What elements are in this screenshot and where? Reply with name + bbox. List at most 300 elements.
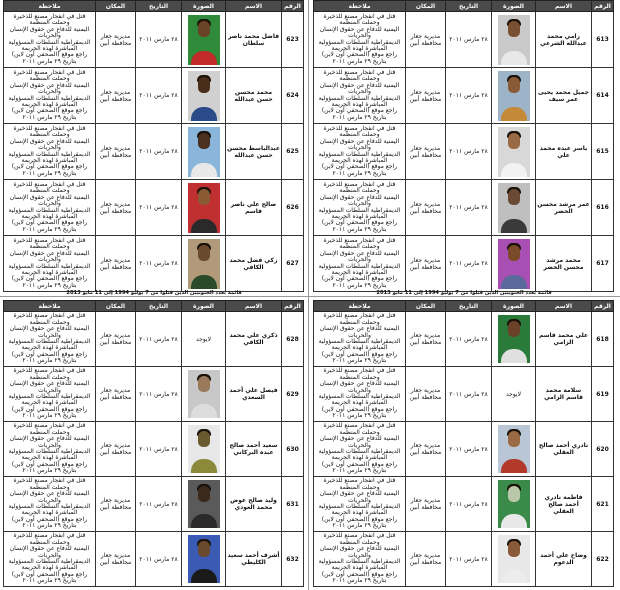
note-line: قتل في انفجار مصنع للذخيرة وحملت المنظمة (13, 312, 86, 326)
place-cell: مديرية جعار محافظة أبين (406, 236, 446, 292)
note-cell (314, 532, 406, 587)
header-date: التاريخ (446, 301, 492, 312)
person-name: صالح علي ناصر قاسم (226, 180, 282, 236)
date-cell: ٢٨ مارس ٢٠١١ (136, 312, 182, 367)
place-cell: مديرية جعار محافظة أبين (406, 532, 446, 587)
row-number: 631 (282, 477, 304, 532)
photo-cell (492, 477, 536, 532)
note-cell (314, 180, 406, 236)
place-cell: مديرية جعار محافظة أبين (96, 236, 136, 292)
table-header-row (4, 301, 304, 312)
photo-cell (182, 312, 226, 367)
note-line: اليمنية للدفاع عن حقوق الإنسان والحريات (319, 81, 400, 96)
person-name: وضاح علي أحمد الدعوم (536, 532, 592, 587)
note-line: الديمقراطية السلطات المسؤولية المباشرة لهذه الجريمة (8, 94, 91, 108)
note-cell (4, 532, 96, 587)
header-date: التاريخ (136, 301, 182, 312)
photo-cell (182, 12, 226, 68)
table-row (4, 367, 304, 422)
photo-cell (182, 477, 226, 532)
note-line: الديمقراطية السلطات المسؤولية المباشرة لهذه الجريمة (318, 448, 401, 462)
place-cell: مديرية جعار محافظة أبين (96, 68, 136, 124)
portrait-photo (188, 480, 220, 528)
note-line: بتاريخ ٢٩ مارس ٢٠١١ (22, 467, 77, 475)
note-line: بتاريخ ٢٩ مارس ٢٠١١ (332, 577, 387, 585)
person-name: رامي محمد عبدالله الشرعي (536, 12, 592, 68)
person-name: نادري أحمد صالح العقلي (536, 422, 592, 477)
portrait-photo (188, 15, 220, 65)
casualty-table (3, 300, 304, 587)
note-line: الديمقراطية السلطات المسؤولية المباشرة لهذه الجريمة (318, 262, 401, 276)
photo-cell (182, 236, 226, 292)
date-cell: ٢٨ مارس ٢٠١١ (136, 180, 182, 236)
note-cell (314, 367, 406, 422)
date-cell: ٢٨ مارس ٢٠١١ (136, 12, 182, 68)
casualty-table (313, 0, 614, 292)
note-cell (4, 68, 96, 124)
date-cell: ٢٨ مارس ٢٠١١ (136, 367, 182, 422)
note-line: بتاريخ ٢٩ مارس ٢٠١١ (22, 412, 77, 420)
portrait-photo (188, 71, 220, 121)
table-bottom-right (314, 300, 614, 586)
note-line: قتل في انفجار مصنع للذخيرة وحملت المنظمة (323, 477, 396, 491)
header-photo: الصورة (182, 1, 226, 12)
photo-cell (492, 12, 536, 68)
note-line: قتل في انفجار مصنع للذخيرة وحملت المنظمة (13, 124, 86, 139)
place-cell: مديرية جعار محافظة أبين (406, 12, 446, 68)
row-number: 625 (282, 124, 304, 180)
person-name: علي محمد قاسم الزامي (536, 312, 592, 367)
person-name: محمد محسن حسن عبدالله (226, 68, 282, 124)
person-name: سلامة محمد قاسم الزامي (536, 367, 592, 422)
note-cell (4, 367, 96, 422)
note-line: راجع موقع (الصحفي أون لاين) (11, 219, 88, 227)
place-cell: مديرية جعار محافظة أبين (406, 367, 446, 422)
table-row (314, 532, 614, 587)
header-name: الاسم (226, 301, 282, 312)
note-line: قتل في انفجار مصنع للذخيرة وحملت المنظمة (13, 367, 86, 381)
note-line: قتل في انفجار مصنع للذخيرة وحملت المنظمة (323, 367, 396, 381)
person-name: عبدالباسط محسن حسن عبدالله (226, 124, 282, 180)
note-line: الديمقراطية السلطات المسؤولية المباشرة لهذه الجريمة (318, 94, 401, 108)
table-row (314, 12, 614, 68)
header-photo: الصورة (492, 301, 536, 312)
person-name: فاطمة نادري أحمد صالح العقلي (536, 477, 592, 532)
page-divider-vertical (308, 0, 309, 590)
portrait-photo (188, 370, 220, 418)
note-line: بتاريخ ٢٩ مارس ٢٠١١ (22, 577, 77, 585)
header-name: الاسم (536, 1, 592, 12)
row-number: 629 (282, 367, 304, 422)
note-line: اليمنية للدفاع عن حقوق الإنسان والحريات (319, 380, 400, 394)
place-cell: مديرية جعار محافظة أبين (96, 312, 136, 367)
note-line: بتاريخ ٢٩ مارس ٢٠١١ (332, 113, 387, 121)
note-line: بتاريخ ٢٩ مارس ٢٠١١ (332, 357, 387, 365)
header-place: المكان (406, 1, 446, 12)
note-cell (4, 12, 96, 68)
table-row (4, 124, 304, 180)
note-line: اليمنية للدفاع عن حقوق الإنسان والحريات (9, 545, 90, 559)
row-number: 614 (592, 68, 614, 124)
date-cell: ٢٨ مارس ٢٠١١ (446, 367, 492, 422)
caption-left: قائمة بعدد الجنوبيين الذين قتلوا من 7 يوليو 1994 إلى 11 مايو 2013 (66, 290, 242, 296)
header-photo: الصورة (182, 301, 226, 312)
header-note: ملاحظة (4, 1, 96, 12)
note-line: اليمنية للدفاع عن حقوق الإنسان والحريات (319, 435, 400, 449)
casualty-table (313, 300, 614, 587)
note-line: قتل في انفجار مصنع للذخيرة وحملت المنظمة (323, 124, 396, 139)
header-date: التاريخ (446, 1, 492, 12)
note-line: راجع موقع (الصحفي أون لاين) (321, 163, 398, 171)
note-line: الديمقراطية السلطات المسؤولية المباشرة لهذه الجريمة (8, 206, 91, 220)
note-line: الديمقراطية السلطات المسؤولية المباشرة لهذه الجريمة (8, 38, 91, 52)
header-name: الاسم (226, 1, 282, 12)
row-number: 621 (592, 477, 614, 532)
table-row (4, 312, 304, 367)
note-line: راجع موقع (الصحفي أون لاين) (321, 350, 398, 358)
note-line: اليمنية للدفاع عن حقوق الإنسان والحريات (319, 545, 400, 559)
note-line: اليمنية للدفاع عن حقوق الإنسان والحريات (9, 25, 90, 40)
no-photo-text: لايوجد (195, 335, 212, 343)
place-cell: مديرية جعار محافظة أبين (96, 367, 136, 422)
header-date: التاريخ (136, 1, 182, 12)
note-line: الديمقراطية السلطات المسؤولية المباشرة لهذه الجريمة (318, 150, 401, 164)
note-line: الديمقراطية السلطات المسؤولية المباشرة لهذه الجريمة (8, 558, 91, 572)
note-line: قتل في انفجار مصنع للذخيرة وحملت المنظمة (323, 532, 396, 546)
row-number: 624 (282, 68, 304, 124)
note-line: راجع موقع (الصحفي أون لاين) (321, 219, 398, 227)
note-line: راجع موقع (الصحفي أون لاين) (11, 51, 88, 59)
table-row (314, 312, 614, 367)
row-number: 620 (592, 422, 614, 477)
place-cell: مديرية جعار محافظة أبين (96, 124, 136, 180)
portrait-photo (498, 127, 530, 177)
note-line: اليمنية للدفاع عن حقوق الإنسان والحريات (319, 137, 400, 152)
row-number: 617 (592, 236, 614, 292)
note-line: الديمقراطية السلطات المسؤولية المباشرة لهذه الجريمة (318, 206, 401, 220)
header-note: ملاحظة (314, 301, 406, 312)
note-line: راجع موقع (الصحفي أون لاين) (321, 275, 398, 283)
row-number: 622 (592, 532, 614, 587)
header-num: الرقم (282, 301, 304, 312)
table-row (314, 124, 614, 180)
note-line: قتل في انفجار مصنع للذخيرة وحملت المنظمة (13, 236, 86, 251)
header-place: المكان (406, 301, 446, 312)
header-num: الرقم (592, 301, 614, 312)
note-line: راجع موقع (الصحفي أون لاين) (321, 460, 398, 468)
note-cell (314, 12, 406, 68)
note-line: اليمنية للدفاع عن حقوق الإنسان والحريات (9, 380, 90, 394)
person-name: ذكري علي محمد الكافي (226, 312, 282, 367)
table-header-row (314, 1, 614, 12)
note-line: بتاريخ ٢٩ مارس ٢٠١١ (22, 113, 77, 121)
note-line: راجع موقع (الصحفي أون لاين) (321, 570, 398, 578)
note-cell (4, 124, 96, 180)
note-cell (4, 422, 96, 477)
note-line: بتاريخ ٢٩ مارس ٢٠١١ (22, 357, 77, 365)
portrait-photo (498, 71, 530, 121)
portrait-photo (498, 15, 530, 65)
photo-cell (492, 422, 536, 477)
place-cell: مديرية جعار محافظة أبين (96, 180, 136, 236)
page-divider-horizontal (0, 296, 620, 297)
note-line: الديمقراطية السلطات المسؤولية المباشرة لهذه الجريمة (8, 393, 91, 407)
row-number: 623 (282, 12, 304, 68)
table-row (314, 180, 614, 236)
person-name: سعيد أحمد صالح عبده البركاني (226, 422, 282, 477)
row-number: 628 (282, 312, 304, 367)
note-line: بتاريخ ٢٩ مارس ٢٠١١ (22, 169, 77, 177)
note-line: قتل في انفجار مصنع للذخيرة وحملت المنظمة (323, 422, 396, 436)
note-line: الديمقراطية السلطات المسؤولية المباشرة لهذه الجريمة (8, 338, 91, 352)
table-row (4, 180, 304, 236)
note-line: اليمنية للدفاع عن حقوق الإنسان والحريات (9, 81, 90, 96)
header-note: ملاحظة (4, 301, 96, 312)
place-cell: مديرية جعار محافظة أبين (96, 422, 136, 477)
note-cell (4, 477, 96, 532)
photo-cell (492, 124, 536, 180)
table-row (314, 236, 614, 292)
note-line: اليمنية للدفاع عن حقوق الإنسان والحريات (9, 249, 90, 264)
place-cell: مديرية جعار محافظة أبين (96, 532, 136, 587)
note-line: بتاريخ ٢٩ مارس ٢٠١١ (22, 225, 77, 233)
row-number: 632 (282, 532, 304, 587)
note-line: بتاريخ ٢٩ مارس ٢٠١١ (332, 281, 387, 289)
header-num: الرقم (592, 1, 614, 12)
note-line: قتل في انفجار مصنع للذخيرة وحملت المنظمة (323, 12, 396, 27)
portrait-photo (498, 535, 530, 583)
note-line: اليمنية للدفاع عن حقوق الإنسان والحريات (319, 325, 400, 339)
note-line: اليمنية للدفاع عن حقوق الإنسان والحريات (9, 193, 90, 208)
row-number: 619 (592, 367, 614, 422)
header-photo: الصورة (492, 1, 536, 12)
caption-right: قائمة بعدد الجنوبيين الذين قتلوا من 7 يوليو 1994 إلى 11 مايو 2013 (376, 290, 552, 296)
note-line: بتاريخ ٢٩ مارس ٢٠١١ (22, 57, 77, 65)
note-line: بتاريخ ٢٩ مارس ٢٠١١ (332, 522, 387, 530)
note-line: قتل في انفجار مصنع للذخيرة وحملت المنظمة (13, 422, 86, 436)
photo-cell (182, 68, 226, 124)
photo-cell (492, 180, 536, 236)
note-line: بتاريخ ٢٩ مارس ٢٠١١ (22, 281, 77, 289)
table-row (4, 236, 304, 292)
row-number: 616 (592, 180, 614, 236)
note-line: راجع موقع (الصحفي أون لاين) (321, 107, 398, 115)
person-name: فاضل محمد ناصر سلطان (226, 12, 282, 68)
table-row (4, 422, 304, 477)
note-line: قتل في انفجار مصنع للذخيرة وحملت المنظمة (13, 532, 86, 546)
place-cell: مديرية جعار محافظة أبين (406, 180, 446, 236)
note-line: الديمقراطية السلطات المسؤولية المباشرة لهذه الجريمة (8, 448, 91, 462)
table-row (4, 532, 304, 587)
table-bottom-left (4, 300, 304, 586)
row-number: 618 (592, 312, 614, 367)
note-line: الديمقراطية السلطات المسؤولية المباشرة لهذه الجريمة (8, 262, 91, 276)
note-line: بتاريخ ٢٩ مارس ٢٠١١ (332, 467, 387, 475)
table-top-right (314, 0, 614, 290)
person-name: جميل محمد يحيى عمر سيف (536, 68, 592, 124)
photo-cell (492, 68, 536, 124)
note-line: اليمنية للدفاع عن حقوق الإنسان والحريات (9, 435, 90, 449)
place-cell: مديرية جعار محافظة أبين (96, 477, 136, 532)
portrait-photo (498, 239, 530, 289)
note-line: قتل في انفجار مصنع للذخيرة وحملت المنظمة (323, 312, 396, 326)
table-row (314, 422, 614, 477)
note-line: راجع موقع (الصحفي أون لاين) (321, 51, 398, 59)
header-name: الاسم (536, 301, 592, 312)
date-cell: ٢٨ مارس ٢٠١١ (446, 124, 492, 180)
note-line: قتل في انفجار مصنع للذخيرة وحملت المنظمة (323, 180, 396, 195)
header-note: ملاحظة (314, 1, 406, 12)
row-number: 627 (282, 236, 304, 292)
header-place: المكان (96, 301, 136, 312)
note-line: بتاريخ ٢٩ مارس ٢٠١١ (332, 412, 387, 420)
note-cell (314, 124, 406, 180)
date-cell: ٢٨ مارس ٢٠١١ (446, 532, 492, 587)
note-line: بتاريخ ٢٩ مارس ٢٠١١ (332, 169, 387, 177)
note-line: قتل في انفجار مصنع للذخيرة وحملت المنظمة (13, 68, 86, 83)
note-cell (4, 180, 96, 236)
table-row (314, 68, 614, 124)
row-number: 626 (282, 180, 304, 236)
photo-cell (182, 422, 226, 477)
note-line: الديمقراطية السلطات المسؤولية المباشرة لهذه الجريمة (318, 393, 401, 407)
table-row (314, 367, 614, 422)
note-line: اليمنية للدفاع عن حقوق الإنسان والحريات (9, 490, 90, 504)
note-line: اليمنية للدفاع عن حقوق الإنسان والحريات (9, 137, 90, 152)
portrait-photo (498, 425, 530, 473)
person-name: ياسر عبده محمد علي (536, 124, 592, 180)
no-photo-text: لايوجد (505, 390, 522, 398)
portrait-photo (498, 480, 530, 528)
table-row (4, 68, 304, 124)
place-cell: مديرية جعار محافظة أبين (406, 124, 446, 180)
date-cell: ٢٨ مارس ٢٠١١ (136, 68, 182, 124)
table-header-row (314, 301, 614, 312)
note-line: اليمنية للدفاع عن حقوق الإنسان والحريات (319, 490, 400, 504)
note-line: اليمنية للدفاع عن حقوق الإنسان والحريات (319, 193, 400, 208)
note-line: الديمقراطية السلطات المسؤولية المباشرة لهذه الجريمة (318, 558, 401, 572)
header-num: الرقم (282, 1, 304, 12)
date-cell: ٢٨ مارس ٢٠١١ (446, 422, 492, 477)
date-cell: ٢٨ مارس ٢٠١١ (446, 68, 492, 124)
note-line: راجع موقع (الصحفي أون لاين) (11, 107, 88, 115)
note-line: بتاريخ ٢٩ مارس ٢٠١١ (22, 522, 77, 530)
note-line: اليمنية للدفاع عن حقوق الإنسان والحريات (319, 249, 400, 264)
place-cell: مديرية جعار محافظة أبين (406, 422, 446, 477)
note-cell (314, 477, 406, 532)
person-name: عمر مرشد محسن الخضر (536, 180, 592, 236)
place-cell: مديرية جعار محافظة أبين (406, 68, 446, 124)
portrait-photo (188, 425, 220, 473)
date-cell: ٢٨ مارس ٢٠١١ (446, 180, 492, 236)
note-line: راجع موقع (الصحفي أون لاين) (11, 350, 88, 358)
note-line: الديمقراطية السلطات المسؤولية المباشرة لهذه الجريمة (318, 38, 401, 52)
header-place: المكان (96, 1, 136, 12)
table-row (314, 477, 614, 532)
row-number: 613 (592, 12, 614, 68)
note-line: بتاريخ ٢٩ مارس ٢٠١١ (332, 57, 387, 65)
note-line: راجع موقع (الصحفي أون لاين) (321, 515, 398, 523)
photo-cell (492, 236, 536, 292)
date-cell: ٢٨ مارس ٢٠١١ (136, 532, 182, 587)
note-line: راجع موقع (الصحفي أون لاين) (11, 460, 88, 468)
date-cell: ٢٨ مارس ٢٠١١ (446, 477, 492, 532)
note-line: راجع موقع (الصحفي أون لاين) (321, 405, 398, 413)
note-cell (4, 312, 96, 367)
person-name: محمد مرشد محسن الخضر (536, 236, 592, 292)
date-cell: ٢٨ مارس ٢٠١١ (446, 12, 492, 68)
photo-cell (182, 124, 226, 180)
note-cell (314, 422, 406, 477)
portrait-photo (498, 183, 530, 233)
note-cell (314, 312, 406, 367)
date-cell: ٢٨ مارس ٢٠١١ (136, 236, 182, 292)
photo-cell (182, 367, 226, 422)
portrait-photo (498, 315, 530, 363)
place-cell: مديرية جعار محافظة أبين (96, 12, 136, 68)
photo-cell (182, 532, 226, 587)
table-header-row (4, 1, 304, 12)
note-line: قتل في انفجار مصنع للذخيرة وحملت المنظمة (323, 236, 396, 251)
portrait-photo (188, 127, 220, 177)
row-number: 630 (282, 422, 304, 477)
photo-cell (492, 367, 536, 422)
portrait-photo (188, 535, 220, 583)
note-line: اليمنية للدفاع عن حقوق الإنسان والحريات (319, 25, 400, 40)
note-cell (314, 236, 406, 292)
note-line: قتل في انفجار مصنع للذخيرة وحملت المنظمة (13, 180, 86, 195)
note-line: راجع موقع (الصحفي أون لاين) (11, 275, 88, 283)
casualty-table (3, 0, 304, 292)
note-line: بتاريخ ٢٩ مارس ٢٠١١ (332, 225, 387, 233)
date-cell: ٢٨ مارس ٢٠١١ (446, 312, 492, 367)
note-line: راجع موقع (الصحفي أون لاين) (11, 515, 88, 523)
photo-cell (182, 180, 226, 236)
table-top-left (4, 0, 304, 290)
note-line: راجع موقع (الصحفي أون لاين) (11, 405, 88, 413)
table-row (4, 12, 304, 68)
portrait-photo (188, 183, 220, 233)
note-line: راجع موقع (الصحفي أون لاين) (11, 163, 88, 171)
portrait-photo (188, 239, 220, 289)
place-cell: مديرية جعار محافظة أبين (406, 477, 446, 532)
note-line: راجع موقع (الصحفي أون لاين) (11, 570, 88, 578)
photo-cell (492, 532, 536, 587)
date-cell: ٢٨ مارس ٢٠١١ (136, 124, 182, 180)
person-name: أشرف أحمد سعيد الكليطي (226, 532, 282, 587)
note-cell (314, 68, 406, 124)
date-cell: ٢٨ مارس ٢٠١١ (446, 236, 492, 292)
note-cell (4, 236, 96, 292)
note-line: قتل في انفجار مصنع للذخيرة وحملت المنظمة (323, 68, 396, 83)
date-cell: ٢٨ مارس ٢٠١١ (136, 477, 182, 532)
note-line: قتل في انفجار مصنع للذخيرة وحملت المنظمة (13, 477, 86, 491)
note-line: الديمقراطية السلطات المسؤولية المباشرة لهذه الجريمة (318, 338, 401, 352)
note-line: اليمنية للدفاع عن حقوق الإنسان والحريات (9, 325, 90, 339)
note-line: الديمقراطية السلطات المسؤولية المباشرة لهذه الجريمة (8, 150, 91, 164)
place-cell: مديرية جعار محافظة أبين (406, 312, 446, 367)
photo-cell (492, 312, 536, 367)
row-number: 615 (592, 124, 614, 180)
note-line: قتل في انفجار مصنع للذخيرة وحملت المنظمة (13, 12, 86, 27)
note-line: الديمقراطية السلطات المسؤولية المباشرة لهذه الجريمة (8, 503, 91, 517)
date-cell: ٢٨ مارس ٢٠١١ (136, 422, 182, 477)
person-name: فيصل علي أحمد السعدي (226, 367, 282, 422)
person-name: وليد صالح عوض محمد العودي (226, 477, 282, 532)
table-row (4, 477, 304, 532)
note-line: الديمقراطية السلطات المسؤولية المباشرة لهذه الجريمة (318, 503, 401, 517)
person-name: زكي فضل محمد الكافي (226, 236, 282, 292)
